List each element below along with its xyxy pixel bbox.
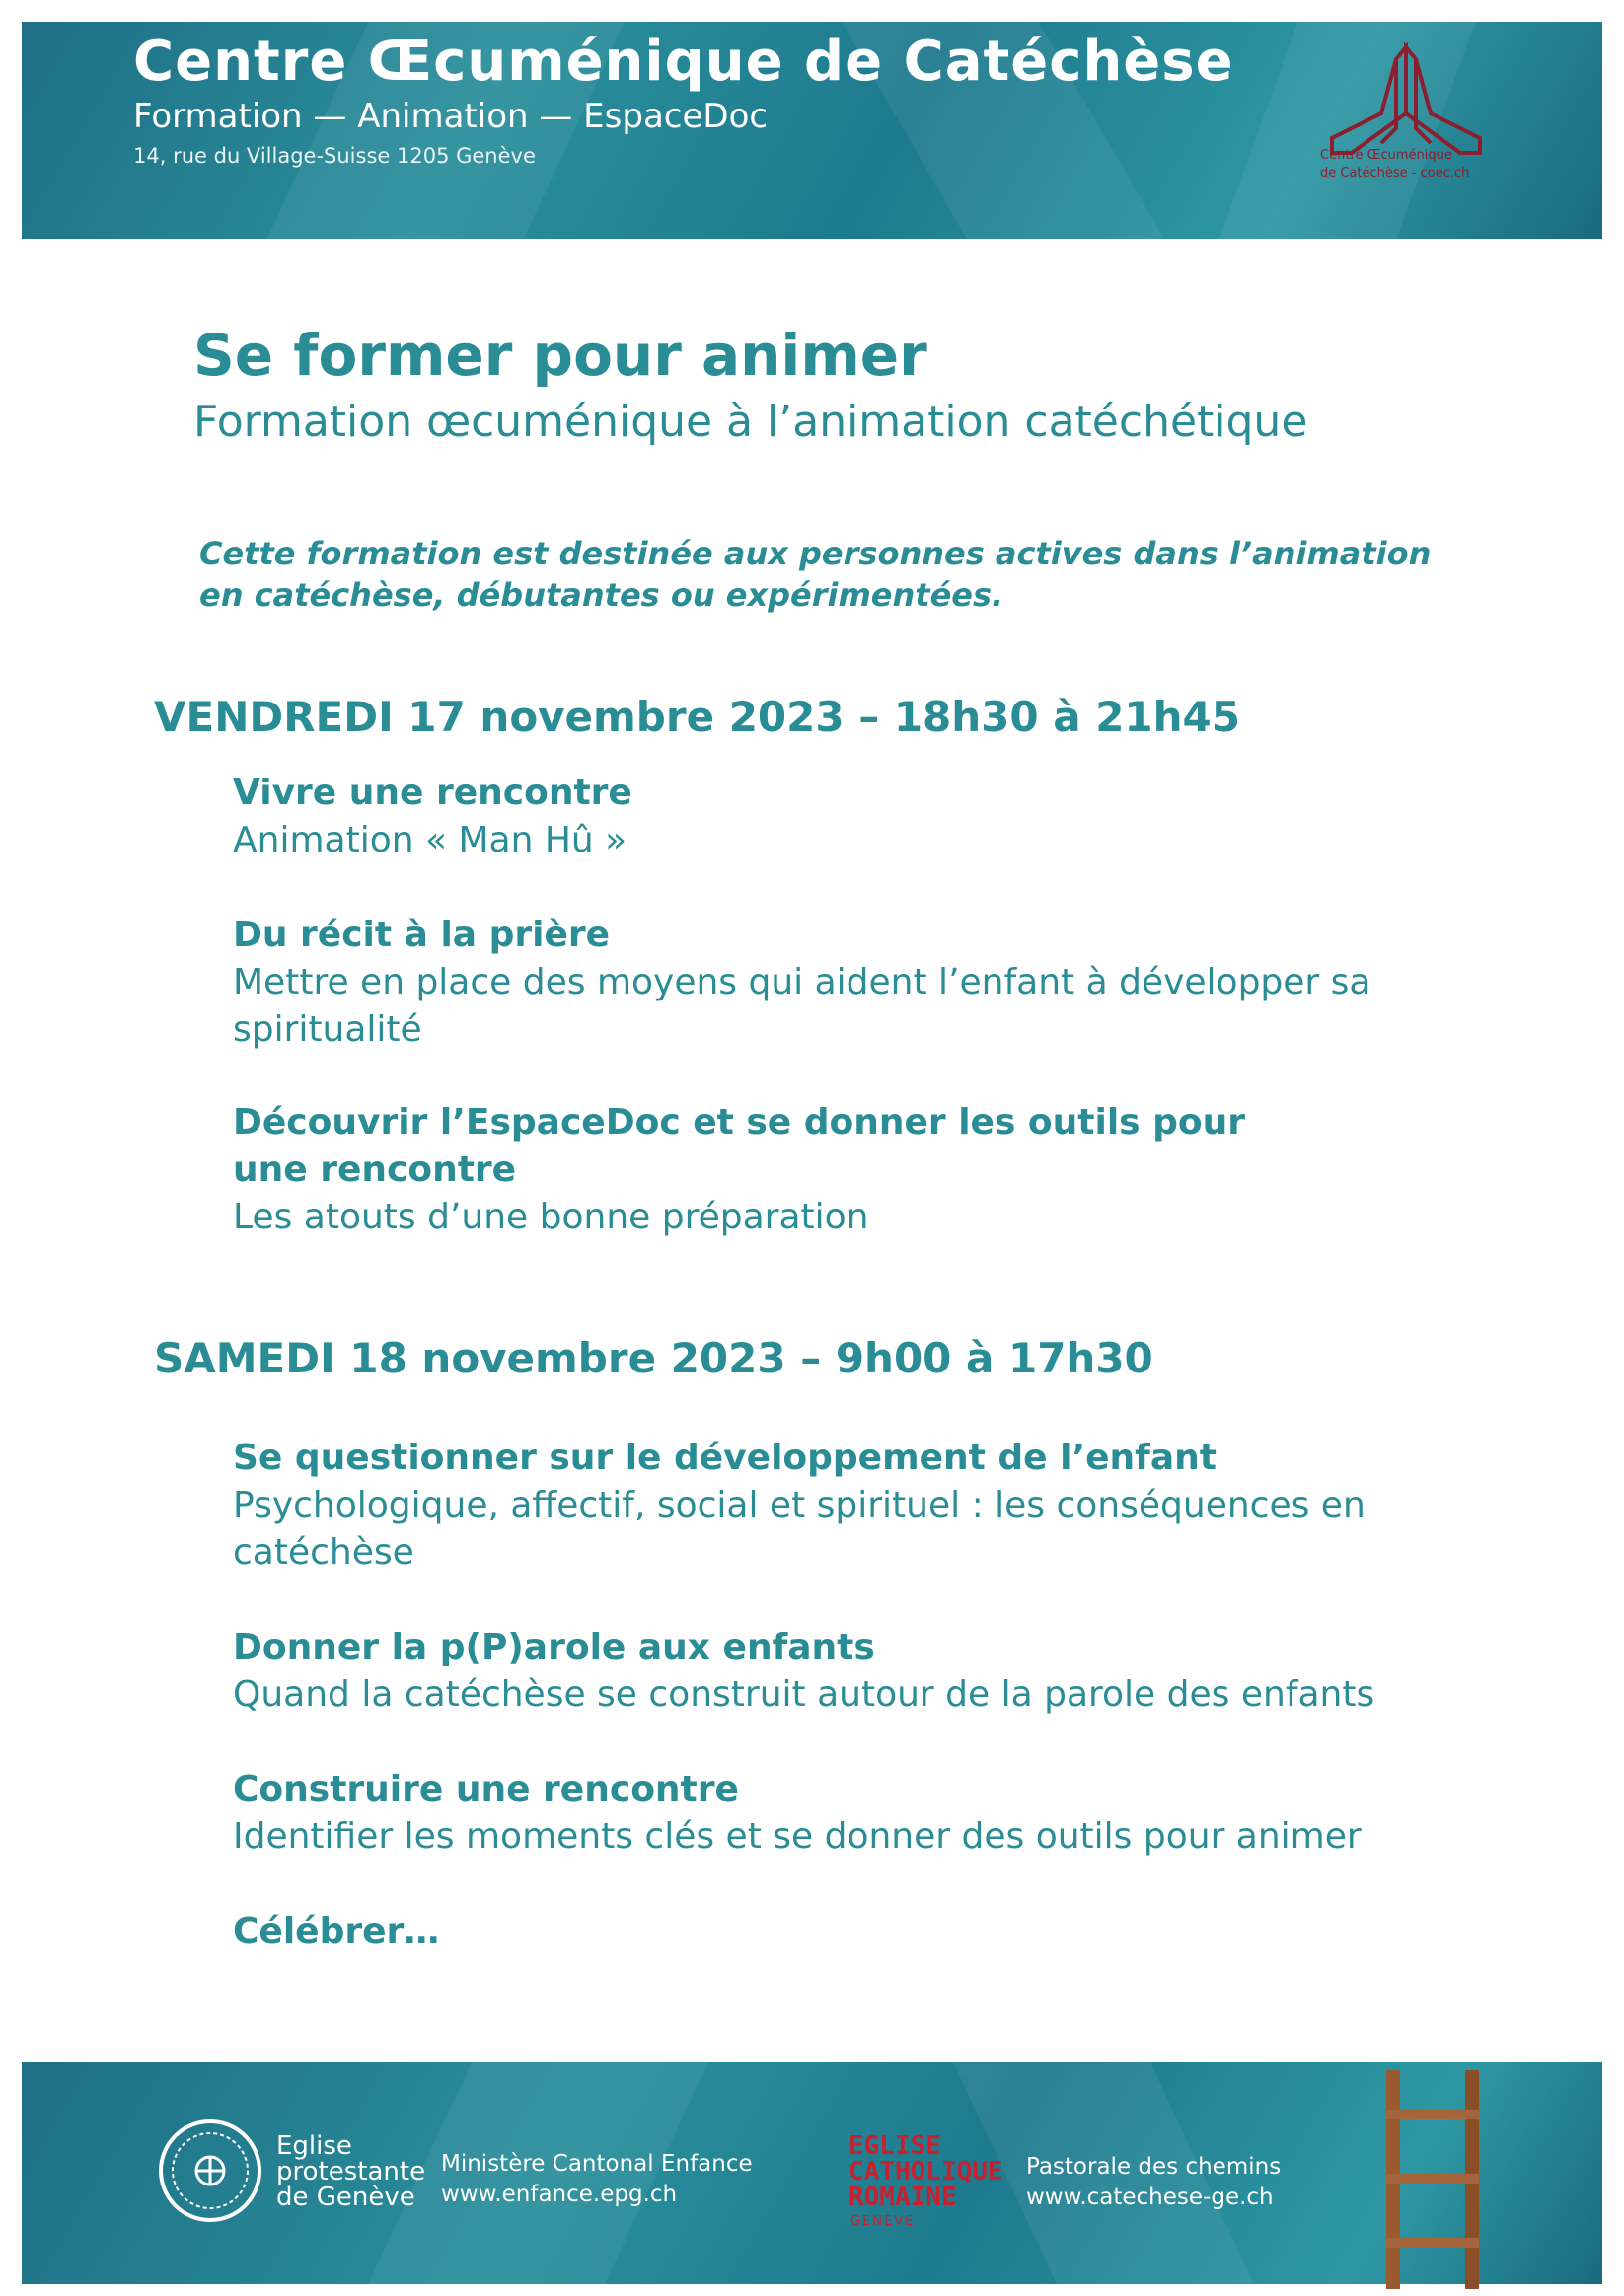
organization-address: 14, rue du Village-Suisse 1205 Genève xyxy=(133,144,536,168)
session-title: Se questionner sur le développement de l’enfant xyxy=(233,1438,1217,1478)
session-title: Donner la p(P)arole aux enfants xyxy=(233,1627,875,1667)
day-heading-friday: VENDREDI 17 novembre 2023 – 18h30 à 21h45 xyxy=(154,693,1241,741)
session-item xyxy=(233,1099,1427,1241)
session-description: Quand la catéchèse se construit autour de la parole des enfants xyxy=(233,1674,1375,1715)
session-description: Psychologique, affectif, social et spirituel : les conséquences en catéchèse xyxy=(233,1485,1366,1573)
session-item xyxy=(233,1766,1427,1861)
session-title: Construire une rencontre xyxy=(233,1769,739,1810)
session-description: Les atouts d’une bonne préparation xyxy=(233,1197,869,1237)
epg-name xyxy=(276,2133,425,2210)
ecr-line1: EGLISE xyxy=(849,2131,941,2161)
ministere-link[interactable]: www.enfance.epg.ch xyxy=(441,2182,678,2207)
session-description: Identifier les moments clés et se donner des outils pour animer xyxy=(233,1816,1362,1857)
session-title: Du récit à la prière xyxy=(233,915,611,955)
ecr-line2: CATHOLIQUE xyxy=(849,2157,1003,2186)
session-item xyxy=(233,1624,1427,1719)
organization-title: Centre Œcuménique de Catéchèse xyxy=(133,30,1234,94)
pastorale-name: Pastorale des chemins xyxy=(1026,2154,1282,2180)
session-title: Célébrer… xyxy=(233,1911,440,1952)
page-title: Se former pour animer xyxy=(193,322,927,389)
session-item xyxy=(233,1435,1427,1577)
logo-caption-line2: de Catéchèse - coec.ch xyxy=(1320,166,1470,181)
intro-text: Cette formation est destinée aux personnes actives dans l’animation en catéchèse, débutantes ou expérimentées. xyxy=(199,535,1432,614)
day-heading-saturday: SAMEDI 18 novembre 2023 – 9h00 à 17h30 xyxy=(154,1334,1153,1382)
epg-name-line2: protestante xyxy=(276,2157,426,2186)
epg-name-line3: de Genève xyxy=(276,2183,415,2212)
catholic-church-logo xyxy=(849,2133,1003,2210)
logo-caption-line1: Centre Œcuménique xyxy=(1320,148,1452,163)
session-item xyxy=(233,912,1427,1054)
session-description: Animation « Man Hû » xyxy=(233,820,627,860)
epg-seal-icon xyxy=(156,2116,264,2225)
session-item xyxy=(233,1908,1427,1956)
page-subtitle: Formation œcuménique à l’animation catéchétique xyxy=(193,397,1308,447)
session-title: Vivre une rencontre xyxy=(233,773,632,813)
ecr-line3: ROMAINE xyxy=(849,2183,957,2212)
pastorale-link[interactable]: www.catechese-ge.ch xyxy=(1026,2185,1274,2210)
epg-name-line1: Eglise xyxy=(276,2131,352,2161)
ministere-name: Ministère Cantonal Enfance xyxy=(441,2151,753,2177)
session-title: Découvrir l’EspaceDoc et se donner les outils pour une rencontre xyxy=(233,1102,1245,1190)
ecr-location: GENÈVE xyxy=(850,2214,916,2229)
ladder-icon xyxy=(1376,2070,1490,2289)
session-item xyxy=(233,770,1427,864)
organization-subtitle: Formation — Animation — EspaceDoc xyxy=(133,97,769,136)
session-description: Mettre en place des moyens qui aident l’enfant à développer sa spiritualité xyxy=(233,962,1371,1050)
